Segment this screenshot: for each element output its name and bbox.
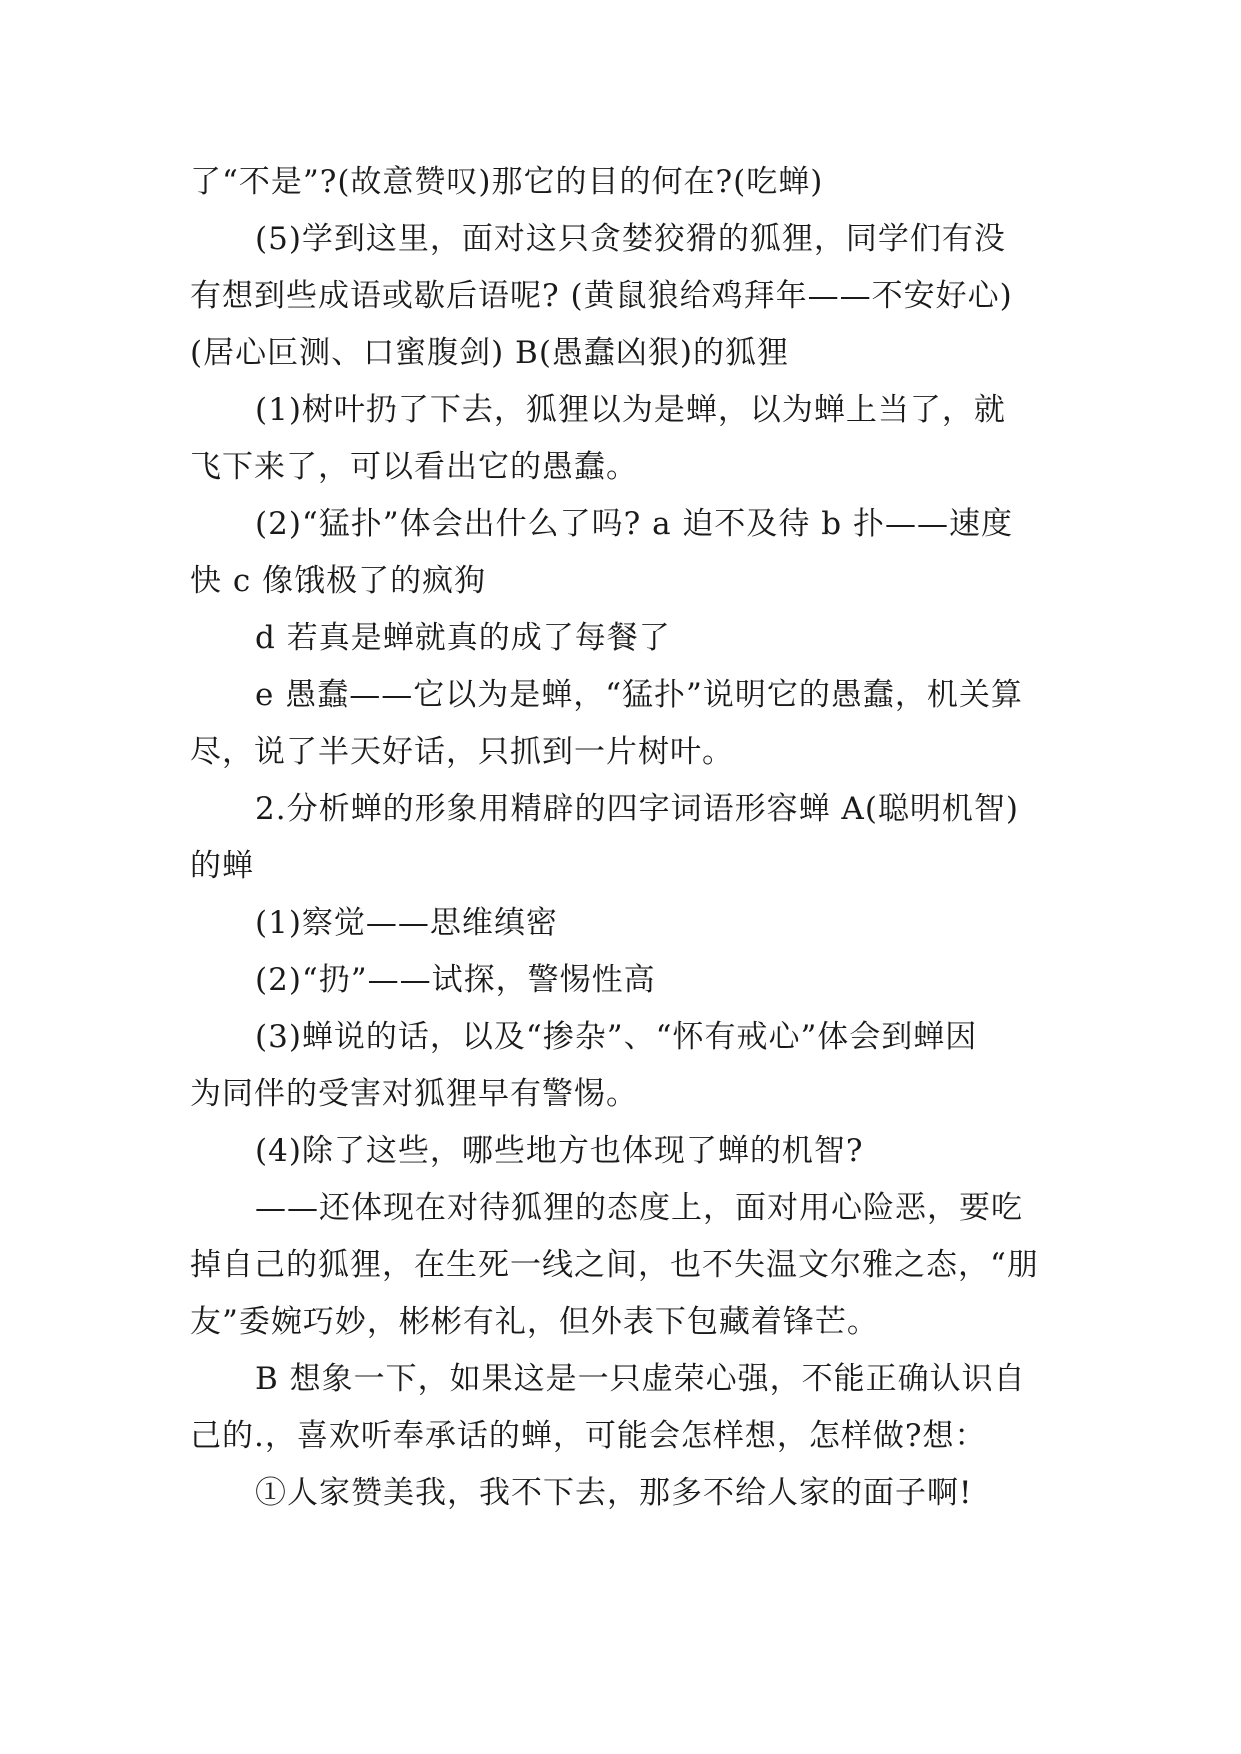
text-line: ——还体现在对待狐狸的态度上，面对用心险恶，要吃: [255, 1190, 1023, 1226]
text-line: d 若真是蝉就真的成了每餐了: [255, 620, 671, 656]
text-line: 了“不是”?(故意赞叹)那它的目的何在?(吃蝉): [190, 164, 824, 200]
text-line: 己的.，喜欢听奉承话的蝉，可能会怎样想，怎样做?想：: [190, 1418, 987, 1454]
text-line: (5)学到这里，面对这只贪婪狡猾的狐狸，同学们有没: [255, 221, 1006, 257]
text-line: (4)除了这些，哪些地方也体现了蝉的机智?: [255, 1133, 864, 1169]
text-line: 为同伴的受害对狐狸早有警惕。: [190, 1076, 638, 1112]
text-line: 快 c 像饿极了的疯狗: [190, 563, 487, 599]
text-line: (1)察觉——思维缜密: [255, 905, 558, 941]
text-line: (2)“猛扑”体会出什么了吗? a 迫不及待 b 扑——速度: [255, 506, 1013, 542]
text-line: 2.分析蝉的形象用精辟的四字词语形容蝉 A(聪明机智): [255, 791, 1020, 827]
text-line: (3)蝉说的话，以及“掺杂”、“怀有戒心”体会到蝉因: [255, 1019, 978, 1055]
text-line: (2)“扔”——试探，警惕性高: [255, 962, 656, 998]
text-line: (1)树叶扔了下去，狐狸以为是蝉，以为蝉上当了，就: [255, 392, 1006, 428]
text-line: 尽，说了半天好话，只抓到一片树叶。: [190, 734, 734, 770]
text-line: 的蝉: [190, 848, 254, 884]
text-line: B 想象一下，如果这是一只虚荣心强，不能正确认识自: [255, 1361, 1026, 1397]
text-line: (居心叵测、口蜜腹剑) B(愚蠢凶狠)的狐狸: [190, 335, 790, 371]
text-line: 掉自己的狐狸，在生死一线之间，也不失温文尔雅之态，“朋: [190, 1247, 1039, 1283]
text-line: 友”委婉巧妙，彬彬有礼，但外表下包藏着锋芒。: [190, 1304, 879, 1340]
document-body: [190, 154, 1050, 1522]
text-line: ①人家赞美我，我不下去，那多不给人家的面子啊!: [255, 1475, 973, 1511]
text-line: 有想到些成语或歇后语呢? (黄鼠狼给鸡拜年——不安好心): [190, 278, 1013, 314]
text-line: e 愚蠢——它以为是蝉，“猛扑”说明它的愚蠢，机关算: [255, 677, 1023, 713]
text-line: 飞下来了，可以看出它的愚蠢。: [190, 449, 638, 485]
